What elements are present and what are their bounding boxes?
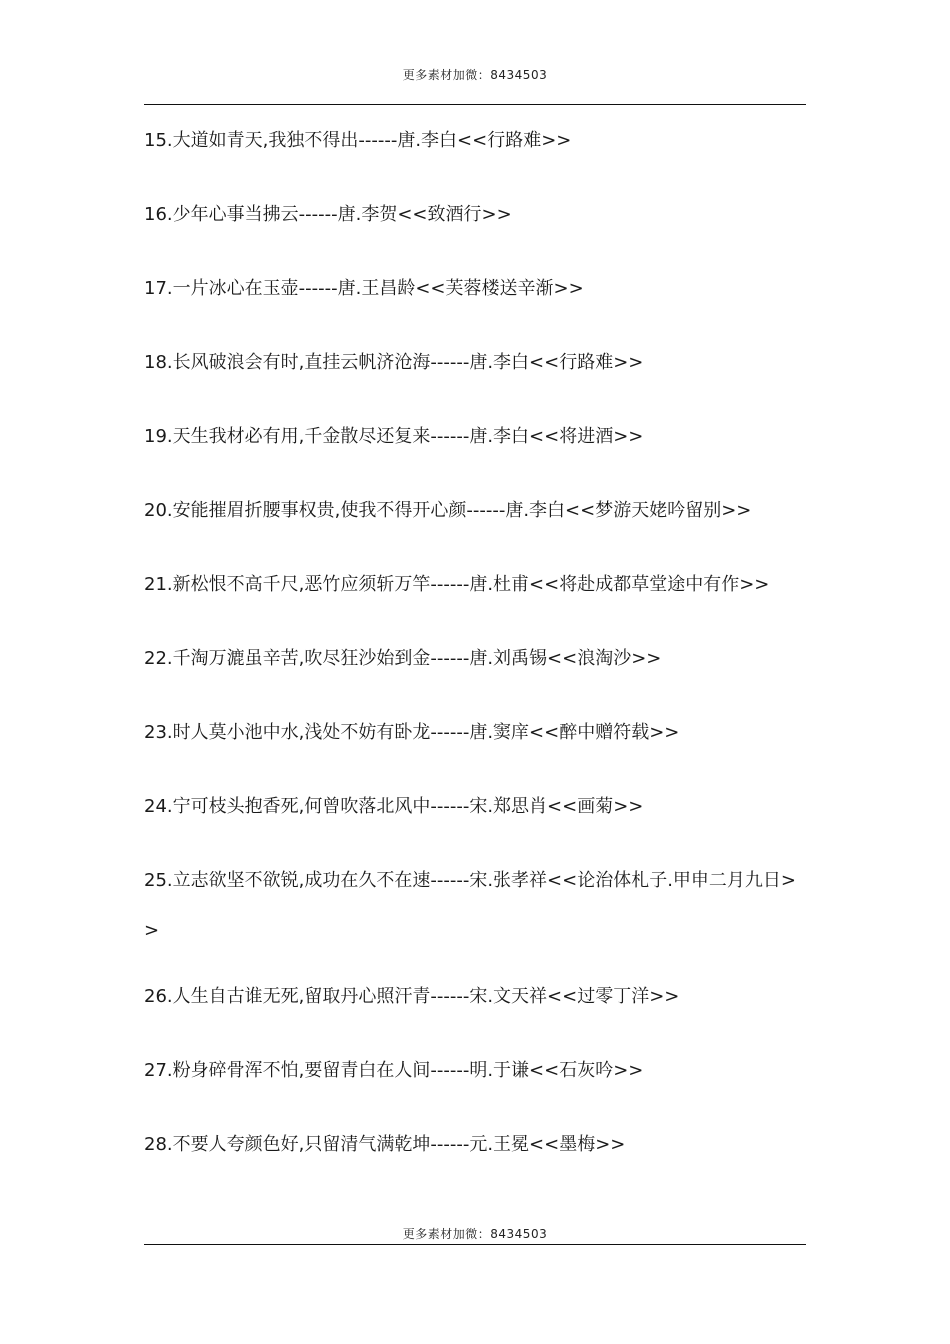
header-divider [144,104,806,105]
quote-item: 15.大道如青天,我独不得出------唐.李白<<行路难>> [144,130,572,151]
quote-item: 18.长风破浪会有时,直挂云帆济沧海------唐.李白<<行路难>> [144,352,644,373]
quote-item: 24.宁可枝头抱香死,何曾吹落北风中------宋.郑思肖<<画菊>> [144,796,644,817]
quote-item: 23.时人莫小池中水,浅处不妨有卧龙------唐.窦庠<<醉中赠符载>> [144,722,680,743]
quote-item: 17.一片冰心在玉壶------唐.王昌龄<<芙蓉楼送辛渐>> [144,278,584,299]
quote-item: 21.新松恨不高千尺,恶竹应须斩万竿------唐.杜甫<<将赴成都草堂途中有作>> [144,574,770,595]
quote-item: 16.少年心事当拂云------唐.李贺<<致酒行>> [144,204,512,225]
quote-item: 26.人生自古谁无死,留取丹心照汗青------宋.文天祥<<过零丁洋>> [144,986,680,1007]
quote-item: 28.不要人夸颜色好,只留清气满乾坤------元.王冕<<墨梅>> [144,1134,626,1155]
quote-item: 22.千淘万漉虽辛苦,吹尽狂沙始到金------唐.刘禹锡<<浪淘沙>> [144,648,662,669]
page-footer: 更多素材加微：8434503 [402,1227,548,1241]
page-header: 更多素材加微：8434503 [402,68,548,82]
quote-item: 25.立志欲坚不欲锐,成功在久不在速------宋.张孝祥<<论治体札子.甲申二月九日>> [144,870,797,941]
quote-item: 20.安能摧眉折腰事权贵,使我不得开心颜------唐.李白<<梦游天姥吟留别>> [144,500,752,521]
footer-divider [144,1244,806,1245]
quote-item: 19.天生我材必有用,千金散尽还复来------唐.李白<<将进酒>> [144,426,644,447]
quote-item: 27.粉身碎骨浑不怕,要留青白在人间------明.于谦<<石灰吟>> [144,1060,644,1081]
quote-list [144,124,808,1202]
